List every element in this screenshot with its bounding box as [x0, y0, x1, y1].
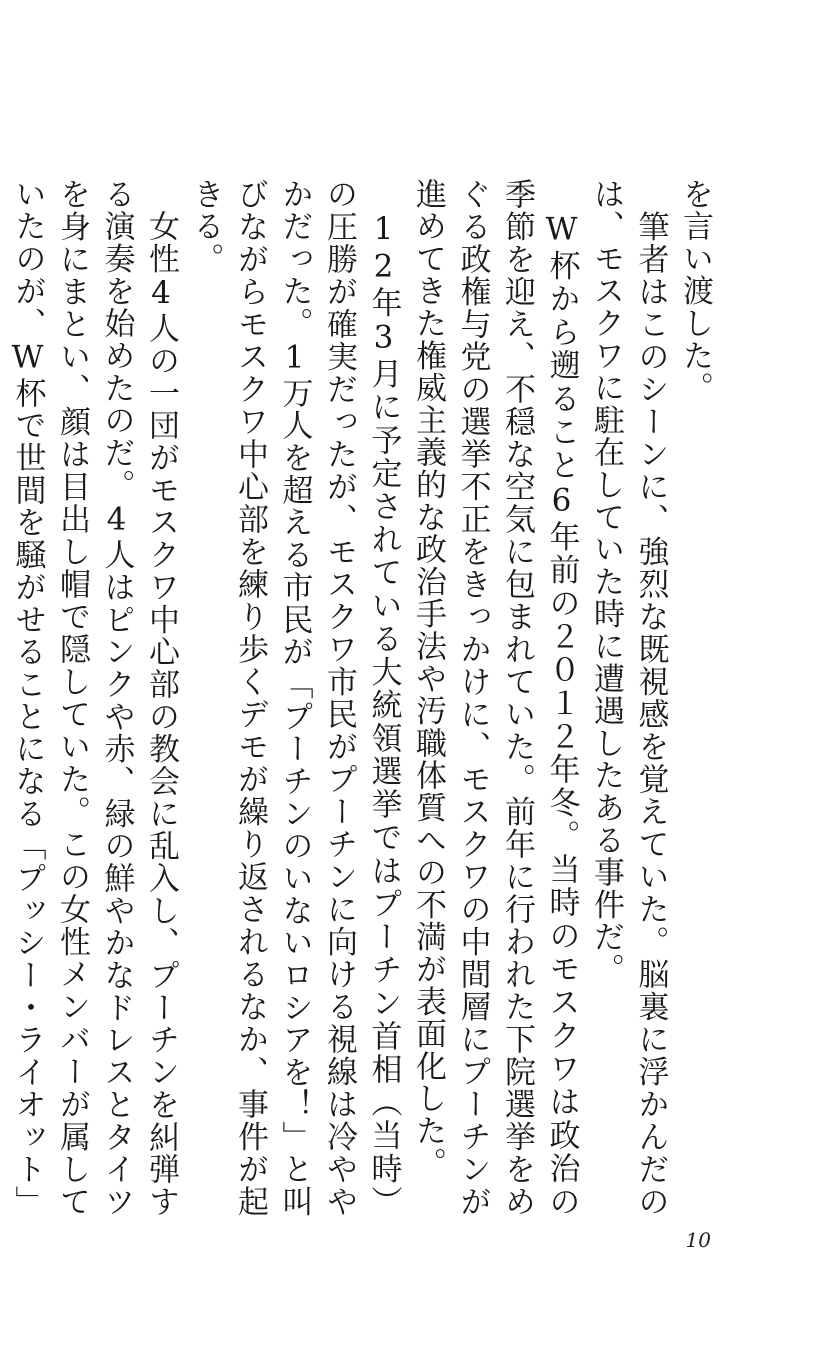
paragraph-2: 筆者はこのシーンに、強烈な既視感を覚えていた。脳裏に浮かんだのは、モスクワに駐在していた時に遭遇したある事件だ。 [588, 178, 669, 1218]
vertical-text-body [0, 178, 717, 1218]
paragraph-4: 12年3月に予定されている大統領選挙ではプーチン首相（当時）の圧勝が確実だったが、モスクワ市民がプーチンに向ける視線は冷ややかだった。1万人を超える市民が「プーチンのいないロシアを！」と叫びながらモスクワ中心部を練り歩くデモが繰り返されるなか、事件が起きる。 [187, 178, 402, 1218]
paragraph-1: を言い渡した。 [677, 178, 713, 405]
paragraph-5: 女性4人の一団がモスクワ中心部の教会に乱入し、プーチンを糾弾する演奏を始めたのだ。4人はピンクや赤、緑の鮮やかなドレスとタイツを身にまとい、顔は目出し帽で隠していた。この女性メンバーが属していたのが、W杯で世間を騒がせることになる「プッシー・ライオット」 [9, 178, 179, 1218]
paragraph-3: W杯から遡ること6年前の２０１２年冬。当時のモスクワは政治の季節を迎え、不穏な空気に包まれていた。前年に行われた下院選挙をめぐる政権与党の選挙不正をきっかけに、モスクワの中間層にプーチンが進めてきた権威主義的な政治手法や汚職体質への不満が表面化した。 [410, 178, 580, 1218]
page-number: 10 [685, 1228, 711, 1252]
